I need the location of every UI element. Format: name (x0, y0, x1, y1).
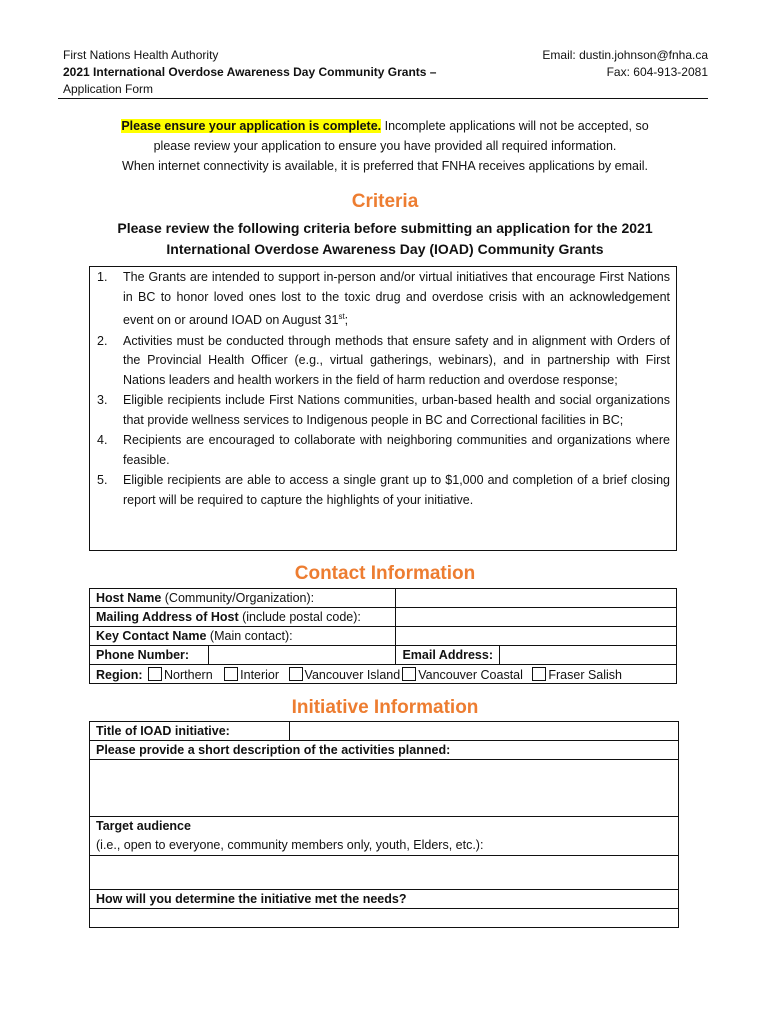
criteria-title: Criteria (351, 191, 419, 212)
audience-label: Target audience (96, 819, 191, 833)
initiative-title-label: Title of IOAD initiative: (90, 722, 290, 741)
mailing-address-label: Mailing Address of Host (96, 610, 239, 624)
key-contact-label: Key Contact Name (96, 629, 207, 643)
form-title: 2021 International Overdose Awareness Day Community Grants – (63, 65, 437, 79)
criteria-subtitle-line-1: Please review the following criteria before submitting an application for the 2021 (117, 220, 653, 236)
notice-highlight: Please ensure your application is complete. (121, 119, 382, 133)
initiative-title-field[interactable] (289, 722, 678, 741)
contact-title: Contact Information (294, 563, 476, 584)
criteria-item (97, 431, 670, 470)
description-label: Please provide a short description of the activities planned: (90, 741, 679, 760)
needs-label-row (90, 890, 679, 909)
description-field[interactable] (90, 760, 679, 817)
form-subtitle: Application Form (63, 82, 154, 96)
initiative-title: Initiative Information (291, 697, 479, 718)
header-right (468, 47, 708, 81)
initiative-title-row (90, 722, 679, 741)
contact-email: Email: dustin.johnson@fnha.ca (542, 48, 708, 62)
criteria-subtitle-line-2: International Overdose Awareness Day (IOAD) Community Grants (166, 241, 604, 257)
criteria-item-tail: ; (344, 313, 349, 328)
notice-line-3: When internet connectivity is available, it is preferred that FNHA receives applications by email. (122, 159, 648, 173)
host-name-label: Host Name (96, 591, 162, 605)
region-interior-label: Interior (240, 667, 280, 682)
key-contact-hint: (Main contact): (206, 629, 293, 643)
criteria-item (97, 471, 670, 510)
notice-line-1 (60, 116, 710, 136)
mailing-address-row (90, 608, 677, 627)
region-fraser-salish-label: Fraser Salish (548, 667, 623, 682)
key-contact-field[interactable] (396, 627, 677, 646)
audience-hint: (i.e., open to everyone, community members only, youth, Elders, etc.): (96, 838, 484, 852)
criteria-item-number: 2. (97, 333, 108, 348)
host-name-hint: (Community/Organization): (161, 591, 315, 605)
notice (60, 116, 710, 176)
needs-label: How will you determine the initiative met the needs? (90, 890, 679, 909)
header-left (63, 47, 483, 98)
host-name-row (90, 589, 677, 608)
org-name: First Nations Health Authority (63, 48, 219, 62)
needs-field[interactable] (90, 909, 679, 928)
criteria-item-text: Eligible recipients include First Nations communities, urban-based health and social organizations that provide wellness services to Indigenous people in BC and Correctional facilities in BC; (123, 393, 670, 427)
notice-line-1-rest: Incomplete applications will not be accepted, so (381, 119, 649, 133)
region-vancouver-coastal-checkbox[interactable] (402, 667, 416, 681)
description-label-row (90, 741, 679, 760)
criteria-subtitle (80, 218, 690, 260)
region-fraser-salish-checkbox[interactable] (532, 667, 546, 681)
criteria-item-text: Activities must be conducted through methods that ensure safety and in alignment with Orders of the Provincial Health Officer (e.g., virtual gatherings, webinars), and in partnership with First Nations leaders and health workers in the field of harm reduction and overdose response; (123, 333, 670, 387)
criteria-item-number: 5. (97, 473, 108, 488)
region-northern-checkbox[interactable] (148, 667, 162, 681)
phone-field[interactable] (208, 646, 396, 665)
key-contact-row (90, 627, 677, 646)
phone-label: Phone Number: (90, 646, 209, 665)
mailing-address-field[interactable] (396, 608, 677, 627)
region-vancouver-coastal-label: Vancouver Coastal (418, 667, 523, 682)
audience-field-row (90, 856, 679, 890)
criteria-item-number: 3. (97, 393, 108, 408)
region-label: Region: (96, 667, 143, 682)
criteria-item (97, 332, 670, 391)
mailing-address-hint: (include postal code): (238, 610, 361, 624)
criteria-item (97, 268, 670, 331)
initiative-table (89, 721, 679, 928)
criteria-item-number: 1. (97, 270, 108, 284)
criteria-item-sup: st (338, 312, 345, 321)
criteria-item-number: 4. (97, 433, 108, 448)
audience-label-row (90, 817, 679, 856)
host-name-field[interactable] (396, 589, 677, 608)
region-row (90, 665, 677, 684)
region-northern-label: Northern (164, 667, 213, 682)
phone-email-row (90, 646, 677, 665)
criteria-item-text: Eligible recipients are able to access a single grant up to $1,000 and completion of a brief closing report will be required to capture the highlights of your initiative. (123, 473, 670, 507)
notice-line-2: please review your application to ensure you have provided all required information. (153, 139, 617, 153)
region-vancouver-island-checkbox[interactable] (289, 667, 303, 681)
contact-table (89, 588, 677, 684)
email-field[interactable] (500, 646, 677, 665)
contact-fax: Fax: 604-913-2081 (606, 65, 708, 79)
description-field-row (90, 760, 679, 817)
criteria-box (89, 266, 677, 551)
needs-field-row (90, 909, 679, 928)
email-label: Email Address: (396, 646, 500, 665)
criteria-item-text: The Grants are intended to support in-person and/or virtual initiatives that encourage First Nations in BC to honor loved ones lost to the toxic drug and overdose crisis with an acknowledgement event on or around IOAD on August 31 (123, 270, 670, 328)
region-vancouver-island-label: Vancouver Island (304, 667, 401, 682)
header-divider (58, 98, 708, 99)
criteria-item-text: Recipients are encouraged to collaborate with neighboring communities and organizations where feasible. (123, 433, 670, 467)
audience-field[interactable] (90, 856, 679, 890)
region-interior-checkbox[interactable] (224, 667, 238, 681)
criteria-item (97, 391, 670, 430)
criteria-list (90, 268, 676, 510)
